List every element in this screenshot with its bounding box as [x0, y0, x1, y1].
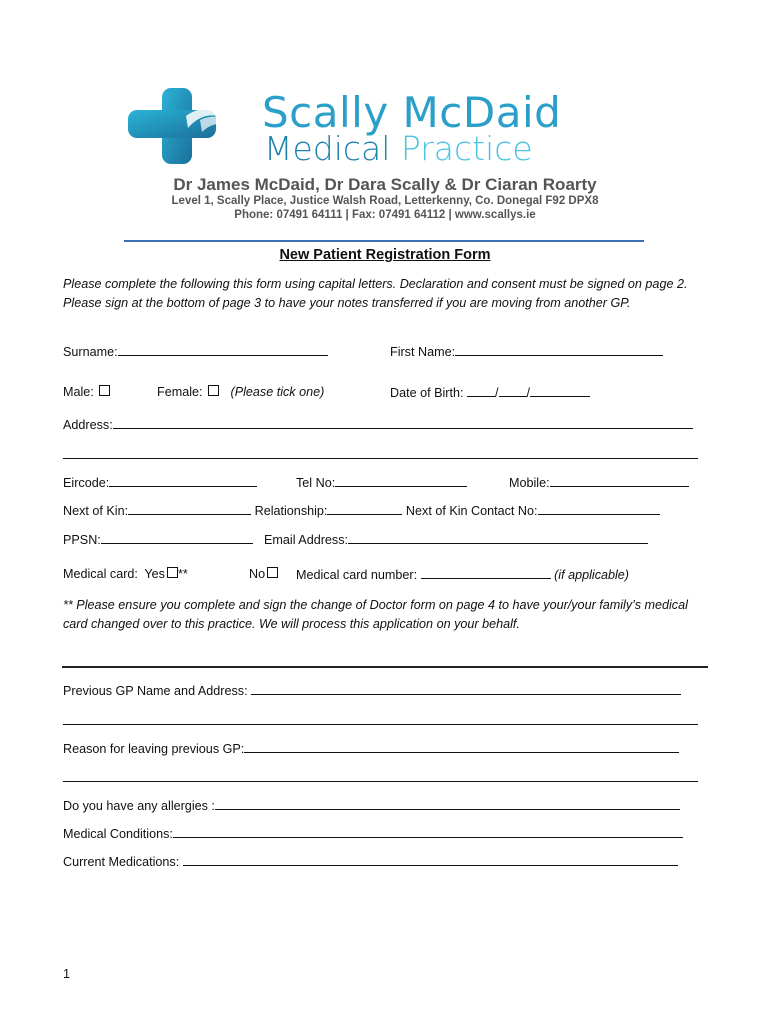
female-checkbox[interactable]	[208, 385, 219, 396]
previous-gp-field-line-2[interactable]	[63, 724, 698, 725]
mobile-label: Mobile:	[509, 476, 550, 490]
brand-subtitle-part1: Medical	[264, 129, 401, 168]
reason-leaving-row	[63, 740, 679, 757]
mobile-field[interactable]	[550, 474, 689, 487]
nok-contact-field[interactable]	[538, 502, 660, 515]
eircode-row	[63, 474, 257, 491]
ppsn-label: PPSN:	[63, 533, 101, 547]
email-row	[264, 531, 648, 548]
first-name-label: First Name:	[390, 345, 456, 359]
brand-subtitle	[264, 129, 533, 168]
next-of-kin-row	[63, 502, 660, 519]
reason-leaving-label: Reason for leaving previous GP:	[63, 742, 245, 756]
medications-row	[63, 853, 678, 870]
medical-card-no-checkbox[interactable]	[267, 567, 278, 578]
relationship-label: Relationship:	[254, 504, 328, 518]
medical-card-number-label: Medical card number:	[296, 568, 418, 582]
male-label: Male:	[63, 385, 94, 399]
nok-contact-label: Next of Kin Contact No:	[405, 504, 538, 518]
section-divider	[62, 666, 708, 668]
dob-row	[390, 384, 590, 401]
conditions-field[interactable]	[173, 825, 683, 838]
reason-leaving-field-line-1[interactable]	[244, 740, 679, 753]
form-instructions: Please complete the following this form using capital letters. Declaration and consent must be signed on page 2. Please sign at the bottom of page 3 to have your notes transferred if you are moving from another GP.	[63, 277, 688, 310]
medications-label: Current Medications:	[63, 855, 180, 869]
doctors-list: Dr James McDaid, Dr Dara Scally & Dr Ciaran Roarty	[173, 175, 597, 194]
tel-row	[296, 474, 467, 491]
female-label: Female:	[157, 385, 203, 399]
tick-note: (Please tick one)	[230, 385, 325, 399]
dob-day-field[interactable]	[467, 384, 495, 397]
brand-name: Scally McDaid	[262, 88, 562, 137]
medical-card-yes-asterisks: **	[177, 567, 188, 581]
medical-card-number-row	[296, 566, 629, 583]
dob-year-field[interactable]	[530, 384, 590, 397]
previous-gp-label: Previous GP Name and Address:	[63, 684, 248, 698]
medical-card-note: ** Please ensure you complete and sign the change of Doctor form on page 4 to have your/your family’s medical card changed over to this practice. We will process this application on your behalf.	[63, 598, 688, 631]
medical-card-row	[63, 566, 188, 582]
male-checkbox[interactable]	[99, 385, 110, 396]
dob-month-field[interactable]	[499, 384, 527, 397]
allergies-field[interactable]	[215, 797, 680, 810]
medical-card-label: Medical card:	[63, 567, 138, 581]
first-name-row	[390, 343, 663, 360]
practice-contact: Phone: 07491 64111 | Fax: 07491 64112 | www.scallys.ie	[234, 209, 536, 221]
eircode-label: Eircode:	[63, 476, 110, 490]
conditions-label: Medical Conditions:	[63, 827, 173, 841]
tel-label: Tel No:	[296, 476, 336, 490]
reason-leaving-field-line-2[interactable]	[63, 781, 698, 782]
dob-separator-2: /	[526, 386, 530, 400]
page-number: 1	[63, 967, 71, 981]
surname-label: Surname:	[63, 345, 118, 359]
relationship-field[interactable]	[327, 502, 402, 515]
eircode-field[interactable]	[109, 474, 257, 487]
female-row	[157, 384, 324, 400]
next-of-kin-label: Next of Kin:	[63, 504, 129, 518]
address-row	[63, 416, 693, 433]
form-title: New Patient Registration Form	[279, 247, 491, 263]
medical-card-yes-checkbox[interactable]	[167, 567, 178, 578]
medical-card-yes-label: Yes	[144, 567, 165, 581]
header-divider	[124, 240, 644, 242]
surname-field[interactable]	[118, 343, 328, 356]
medications-field[interactable]	[183, 853, 678, 866]
address-field-line-1[interactable]	[113, 416, 693, 429]
medical-cross-logo-icon	[126, 86, 266, 166]
email-field[interactable]	[348, 531, 648, 544]
medical-card-no-row	[249, 566, 278, 582]
allergies-label: Do you have any allergies :	[63, 799, 215, 813]
medical-card-number-field[interactable]	[421, 566, 551, 579]
address-label: Address:	[63, 418, 113, 432]
allergies-row	[63, 797, 680, 814]
if-applicable-note: (if applicable)	[554, 568, 629, 582]
mobile-row	[509, 474, 689, 491]
surname-row	[63, 343, 328, 360]
first-name-field[interactable]	[455, 343, 663, 356]
previous-gp-field-line-1[interactable]	[251, 682, 681, 695]
ppsn-field[interactable]	[101, 531, 253, 544]
medical-card-no-label: No	[249, 567, 266, 581]
brand-subtitle-part2: Practice	[400, 129, 533, 168]
male-row	[63, 384, 110, 400]
dob-separator-1: /	[495, 386, 499, 400]
email-label: Email Address:	[264, 533, 348, 547]
next-of-kin-field[interactable]	[128, 502, 251, 515]
tel-field[interactable]	[335, 474, 467, 487]
ppsn-row	[63, 531, 253, 548]
previous-gp-row	[63, 682, 681, 699]
dob-label: Date of Birth:	[390, 386, 464, 400]
address-field-line-2[interactable]	[63, 458, 698, 459]
conditions-row	[63, 825, 683, 842]
practice-address: Level 1, Scally Place, Justice Walsh Road, Letterkenny, Co. Donegal F92 DPX8	[171, 195, 599, 207]
